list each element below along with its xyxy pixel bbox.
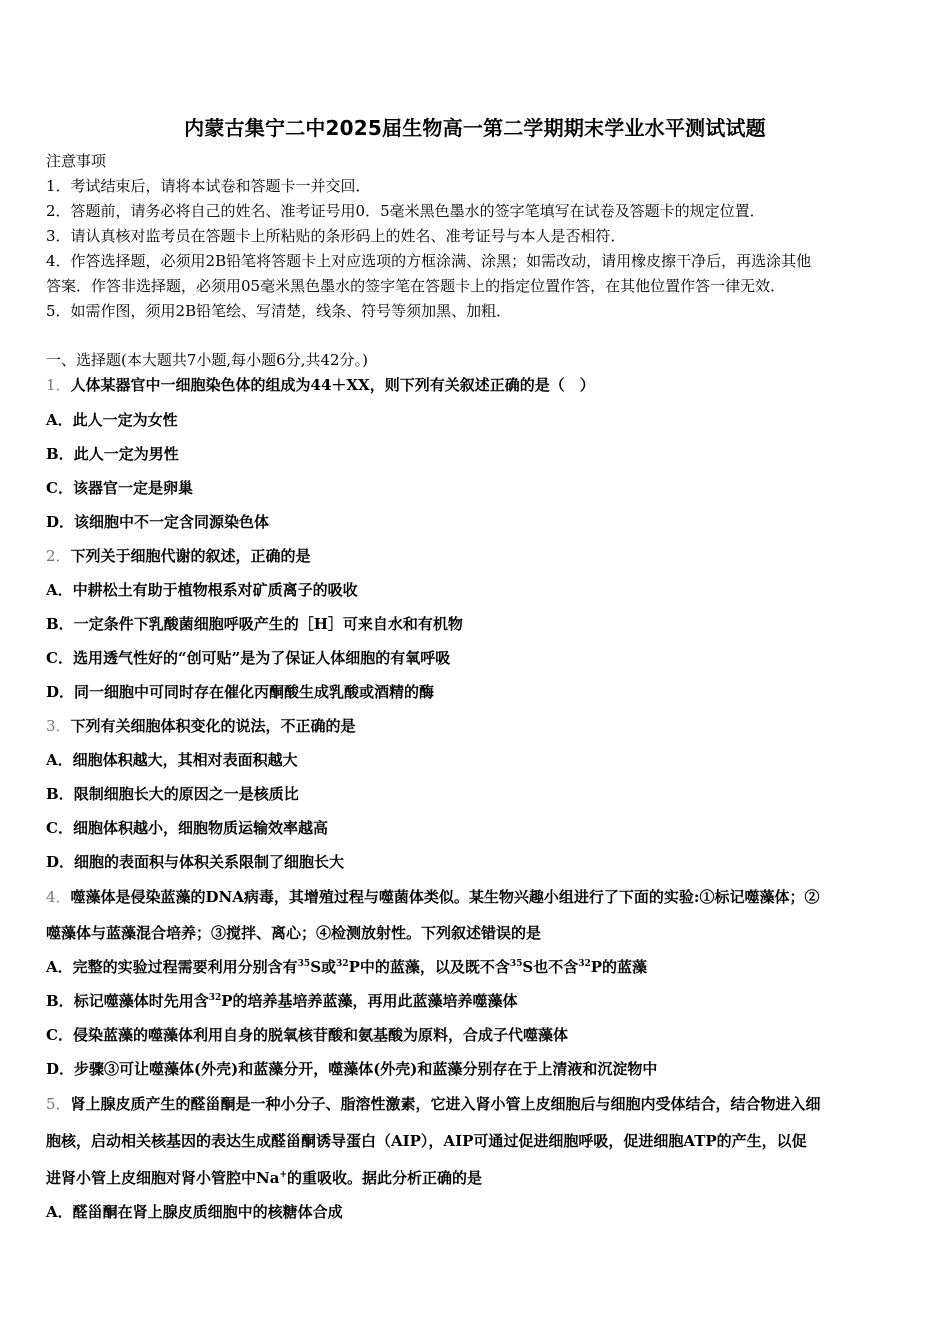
exam-title: 内蒙古集宁二中2025届生物高一第二学期期末学业水平测试试题 [184,116,766,140]
q1-option-c: C．该器官一定是卵巢 [46,479,193,497]
question-4-stem [46,887,819,907]
q2-option-a: A．中耕松土有助于植物根系对矿质离子的吸收 [46,581,358,599]
q4-option-a: A．完整的实验过程需要利用分别含有$^{35}$S或$^{32}$P中的蓝藻，以及既不含$^{35}$S也不含$^{32}$P的蓝藻 [46,958,648,976]
q4-option-c: C．侵染蓝藻的噬藻体利用自身的脱氧核苷酸和氨基酸为原料，合成子代噬藻体 [46,1026,568,1044]
notice-line-2: 2．答题前，请务必将自己的姓名、准考证号用0．5毫米黑色墨水的签字笔填写在试卷及答题卡的规定位置． [46,202,765,220]
question-4-stem-cont: 噬藻体与蓝藻混合培养；③搅拌、离心；④检测放射性。下列叙述错误的是 [46,924,542,942]
notice-line-4-cont: 答案．作答非选择题，必须用05毫米黑色墨水的签字笔在答题卡上的指定位置作答，在其他位置作答一律无效． [46,277,786,295]
notice-line-4: 4．作答选择题，必须用2B铅笔将答题卡上对应选项的方框涂满、涂黑；如需改动，请用橡皮擦干净后，再选涂其他 [46,252,812,270]
question-text: 下列有关细胞体积变化的说法，不正确的是 [70,717,356,735]
q2-option-b: B．一定条件下乳酸菌细胞呼吸产生的［H］可来自水和有机物 [46,615,463,633]
question-text: 噬藻体是侵染蓝藻的DNA病毒，其增殖过程与噬菌体类似。某生物兴趣小组进行了下面的实验:①标记噬藻体；② [70,888,820,906]
question-2-stem [46,546,311,566]
q3-option-b: B．限制细胞长大的原因之一是核质比 [46,785,299,803]
question-text: 人体某器官中一细胞染色体的组成为44＋XX，则下列有关叙述正确的是（ ） [70,376,595,394]
q1-option-b: B．此人一定为男性 [46,445,179,463]
q5-option-a: A．醛甾酮在肾上腺皮质细胞中的核糖体合成 [46,1203,343,1221]
q2-option-c: C．选用透气性好的“创可贴”是为了保证人体细胞的有氧呼吸 [46,649,451,667]
section-heading: 一、选择题(本大题共7小题,每小题6分,共42分。) [46,351,368,369]
notice-line-3: 3．请认真核对监考员在答题卡上所粘贴的条形码上的姓名、准考证号与本人是否相符． [46,227,626,245]
question-number: 1． [46,376,71,394]
q3-option-c: C．细胞体积越小，细胞物质运输效率越高 [46,819,328,837]
question-5-stem-cont-1: 胞核，启动相关核基因的表达生成醛甾酮诱导蛋白（AIP），AIP可通过促进细胞呼吸，促进细胞ATP的产生，以促 [46,1132,807,1150]
q1-option-a: A．此人一定为女性 [46,411,178,429]
notice-line-5: 5．如需作图，须用2B铅笔绘、写清楚，线条、符号等须加黑、加粗． [46,302,512,320]
question-text: 肾上腺皮质产生的醛甾酮是一种小分子、脂溶性激素，它进入肾小管上皮细胞后与细胞内受体结合，结合物进入细 [70,1095,821,1113]
question-3-stem [46,716,356,736]
question-5-stem-cont-2: 进肾小管上皮细胞对肾小管腔中Na+的重吸收。据此分析正确的是 [46,1169,482,1187]
notice-line-1: 1．考试结束后，请将本试卷和答题卡一并交回． [46,177,371,195]
q3-option-a: A．细胞体积越大，其相对表面积越大 [46,751,298,769]
question-number: 2． [46,547,71,565]
question-number: 3． [46,717,71,735]
q1-option-d: D．该细胞中不一定含同源染色体 [46,513,270,531]
q3-option-d: D．细胞的表面积与体积关系限制了细胞长大 [46,853,345,871]
q2-option-d: D．同一细胞中可同时存在催化丙酮酸生成乳酸或酒精的酶 [46,683,435,701]
question-1-stem [46,375,595,395]
question-text: 下列关于细胞代谢的叙述，正确的是 [70,547,311,565]
notice-heading: 注意事项 [46,152,107,170]
q4-option-b: B．标记噬藻体时先用含$^{32}$P的培养基培养蓝藻，再用此蓝藻培养噬藻体 [46,992,518,1010]
question-5-stem [46,1094,821,1114]
question-number: 4． [46,888,71,906]
question-number: 5． [46,1095,71,1113]
q4-option-d: D．步骤③可让噬藻体(外壳)和蓝藻分开，噬藻体(外壳)和蓝藻分别存在于上清液和沉淀物中 [46,1060,658,1078]
